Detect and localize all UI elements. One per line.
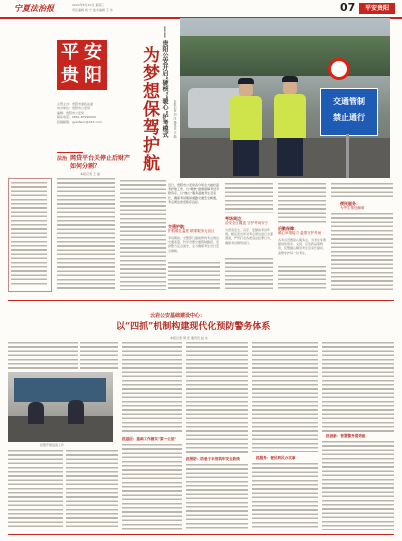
column-f-body	[331, 213, 393, 290]
column-e-body	[278, 266, 326, 290]
bottom-col-3-top	[122, 342, 182, 434]
bottom-photo-caption: 民警开展巡查工作	[40, 443, 65, 447]
bottom-subheading-4: 抓创新：智慧警务提效能	[326, 434, 366, 438]
section-name-badge: 平安贵阳	[359, 3, 395, 14]
bottom-subheading-3: 抓服务：便民利民办实事	[256, 456, 296, 460]
officer-pants	[233, 140, 259, 176]
sign-pole	[346, 134, 349, 178]
logo-char-2: 安	[84, 42, 102, 63]
bottom-col-3-body	[122, 444, 182, 530]
bottom-col-5-top	[252, 342, 318, 452]
sign-line-2: 禁止通行	[333, 113, 365, 122]
masthead-meta-2: 责任编辑 杨 宁 美术编辑 王 伟	[72, 8, 113, 12]
bottom-col-2-top	[80, 342, 118, 370]
photo-trees	[180, 36, 390, 76]
column-c-body	[168, 262, 220, 290]
side-story-byline: 本报记者 王 丽	[80, 172, 100, 176]
hero-photo	[180, 18, 390, 178]
bottom-col-4-top	[186, 342, 248, 454]
section-heading-2: 考场周边：	[225, 216, 245, 221]
officer-vest	[274, 94, 306, 138]
bottom-subheading-2: 抓预防：防患于未然筑牢安全防线	[186, 457, 240, 461]
photo-person	[68, 400, 84, 424]
logo-char-4: 阳	[84, 65, 102, 86]
page-bottom-rule	[8, 534, 394, 535]
section-subheading-4: 为考生排忧解难	[340, 206, 365, 210]
bottom-byline: 本报记者 周 安 通讯员 赵 永	[170, 336, 208, 340]
left-box-text	[11, 182, 47, 286]
credits-block	[57, 102, 117, 124]
bottom-subheading-1: 抓基层：基础工作做实“第一公里”	[122, 437, 177, 441]
sign-line-1: 交通管制	[333, 97, 365, 106]
side-story-logo-text: 法治	[57, 156, 68, 162]
side-story-body	[57, 178, 115, 290]
hero-kicker: —— 贵阳公安开启“硬核”“暖心”护考模式	[161, 26, 168, 138]
bottom-col-1-top	[8, 342, 78, 370]
page-number: 07	[340, 1, 356, 14]
credit-line: 主管主办：贵阳市委政法委	[57, 102, 94, 106]
credit-line: 联系电话：0851-87990000	[57, 115, 96, 120]
no-entry-sign	[328, 58, 350, 80]
body-paragraph-2: 考试期间，交警部门提前研判考点周边交通流量，科学设置交通管制路段，安排警力定点值守，全力确保考生出行安全顺畅。	[168, 236, 220, 253]
section-subheading-3: 暖心举措接力 温情守护考场	[278, 231, 322, 235]
photo-desk	[8, 416, 113, 442]
credit-line: 编辑：贵阳市公安局	[57, 110, 85, 115]
column-f-body-top	[331, 183, 393, 199]
bottom-col-1-body	[8, 450, 63, 530]
officer-1	[228, 78, 264, 176]
bottom-col-6-top	[322, 342, 394, 432]
hero-headline: 为梦想保驾护航	[139, 46, 159, 172]
section-heading-3: 后勤保障：	[278, 226, 298, 231]
photo-screen	[14, 378, 106, 402]
body-paragraph-1: 近日，贵阳市公安局各分局全力做好高考护航工作，以“硬核”措施保障考试平稳有序，以“暖心”服务温暖考生及家长，确保考试期间道路交通安全畅通，考点周边治安秩序良好。	[168, 183, 220, 204]
bottom-headline: 以“四抓”机制构建现代化预防警务体系	[116, 322, 271, 332]
officer-vest	[230, 96, 262, 140]
column-d-body-top	[225, 183, 273, 213]
body-paragraph-4: 各考点设置爱心服务点，为考生免费提供饮用水、文具、应急药品等物资，民警耐心解答考生及家长疑问，温情守护每一位考生。	[278, 238, 326, 255]
section-subheading-1: 护航暖在温度 精准服务无盲区	[168, 229, 215, 233]
section-heading-1: 交通护航：	[168, 224, 188, 229]
bottom-col-6-body	[322, 441, 394, 530]
section-subheading-2: 治安全区覆盖 守护考场安宁	[225, 221, 269, 225]
bottom-col-2-body	[66, 450, 118, 530]
section-heading-4: 便民服务：	[340, 201, 360, 206]
logo-char-1: 平	[61, 42, 79, 63]
side-story-logo	[57, 145, 83, 162]
photo-person	[28, 402, 44, 424]
officer-pants	[277, 138, 303, 176]
body-paragraph-3: 为营造安全、有序、安静的考试环境，辖区派出所对考点周边进行全面清查，严厉打击各类违法犯罪行为，确保考试顺利进行。	[225, 228, 273, 245]
credit-line: 协办单位：贵阳市公安局	[57, 106, 91, 111]
traffic-sign-board	[320, 88, 378, 136]
bottom-photo	[8, 372, 113, 442]
bottom-col-4-body	[186, 464, 248, 530]
masthead	[0, 0, 402, 18]
masthead-meta-1: 2022年8月10日 星期三	[72, 3, 105, 7]
paper-name: 宁夏法治报	[14, 3, 54, 13]
side-story-title: 网贷平台关停止后财产如何分割？	[70, 155, 131, 170]
section-divider	[8, 300, 394, 301]
hero-byline: 本报记者 刘 洋 通讯员 王 磊	[173, 100, 177, 138]
bottom-col-5-body	[252, 463, 318, 530]
column-b-body-top	[120, 180, 166, 290]
officer-2	[272, 76, 308, 176]
officer-face	[239, 84, 253, 96]
column-e-body-top	[278, 183, 326, 223]
logo-char-3: 贵	[61, 65, 79, 86]
section-logo	[57, 40, 107, 90]
credit-line: 投稿邮箱：gyszfwxc@163.com	[57, 119, 102, 124]
bottom-kicker: 云岩公安基础建设中心：	[150, 313, 206, 319]
column-d-body	[225, 258, 273, 290]
officer-face	[283, 82, 297, 94]
